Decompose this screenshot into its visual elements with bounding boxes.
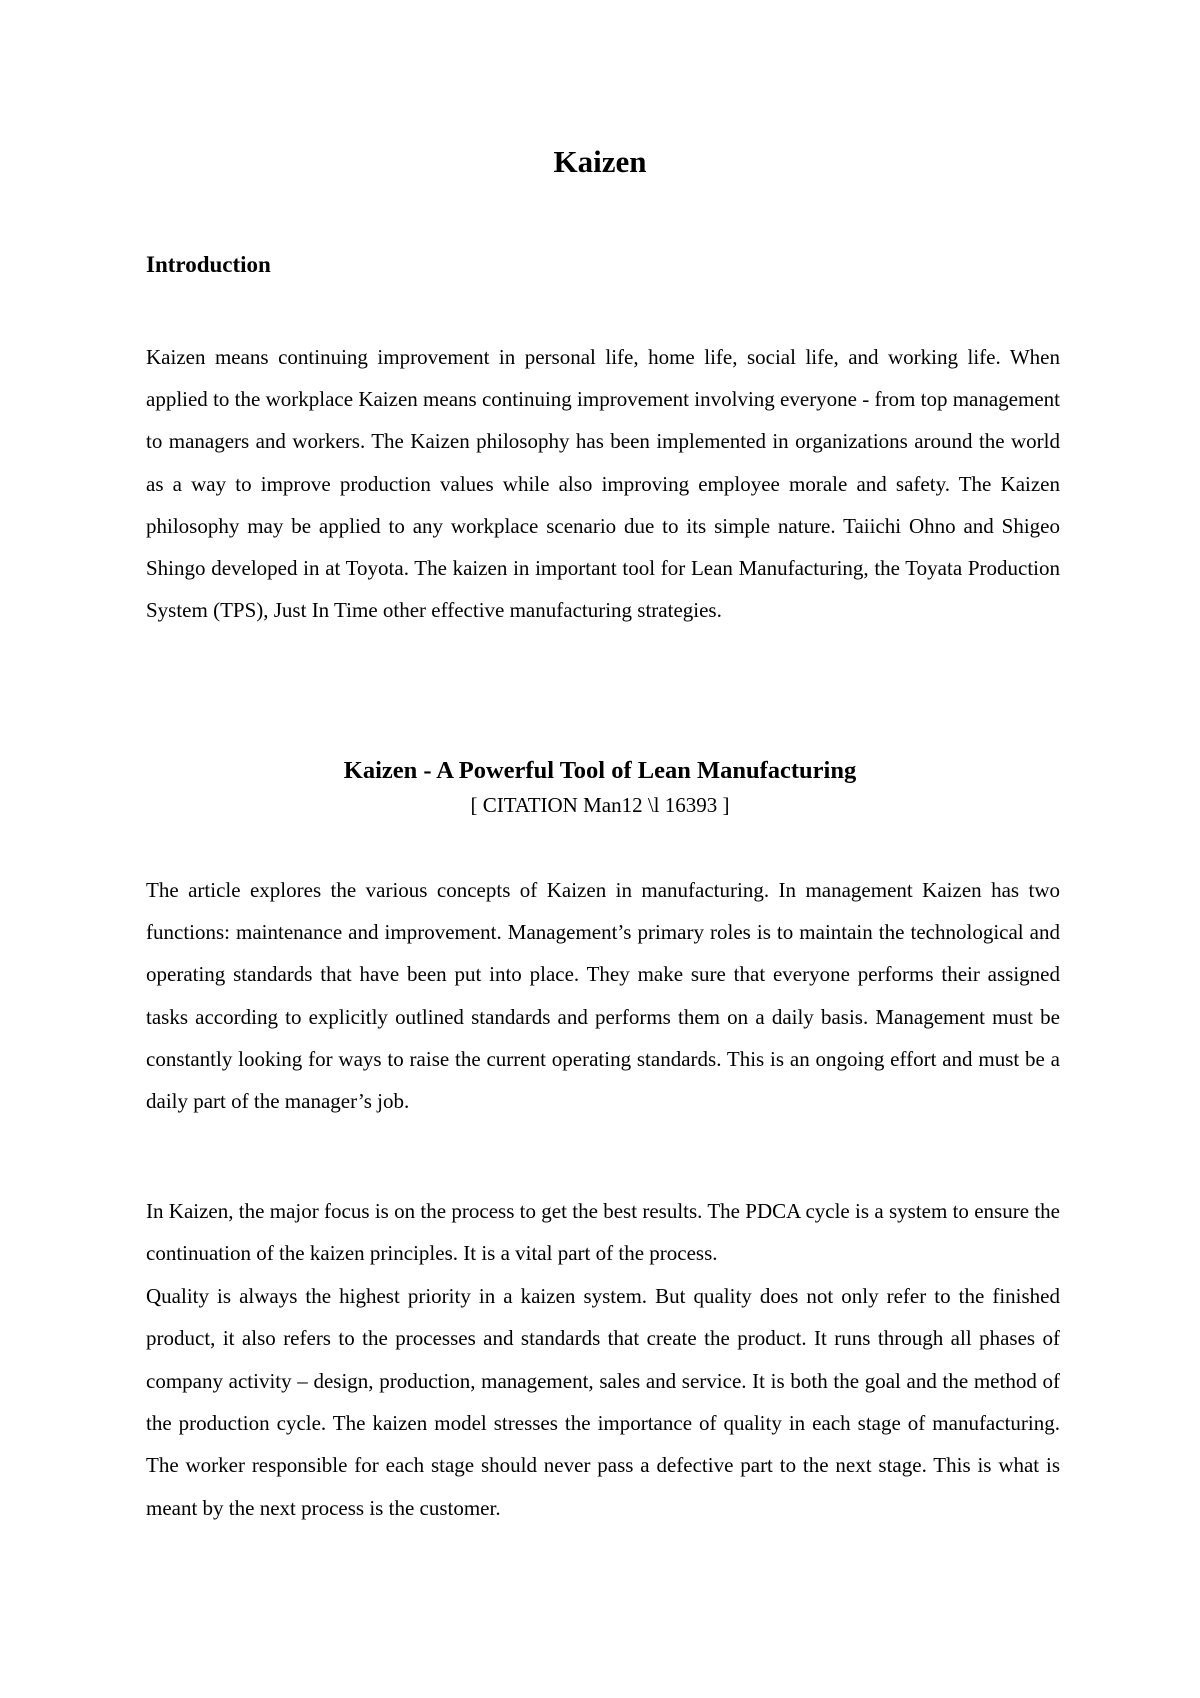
section-title: Kaizen - A Powerful Tool of Lean Manufacturing — [343, 757, 857, 784]
section-paragraph-2a: In Kaizen, the major focus is on the process to get the best results. The PDCA cycle is a system to ensure the continuation of the kaizen principles. It is a vital part of the process. — [146, 1199, 1060, 1266]
introduction-heading: Introduction — [146, 252, 271, 277]
section-paragraph-1: The article explores the various concepts of Kaizen in manufacturing. In management Kaizen has two functions: maintenance and improvement. Management’s primary roles is to maintain the technological and operating standards that have been put into place. They make sure that everyone performs their assigned tasks according to explicitly outlined standards and performs them on a daily basis. Management must be constantly looking for ways to raise the current operating standards. This is an ongoing effort and must be a daily part of the manager’s job. — [146, 878, 1060, 1114]
citation-field: [ CITATION Man12 \l 16393 ] — [470, 793, 730, 817]
section-paragraph-2b: Quality is always the highest priority in a kaizen system. But quality does not only refer to the finished product, it also refers to the processes and standards that create the product. It runs through all phases of company activity – design, production, management, sales and service. It is both the goal and the method of the production cycle. The kaizen model stresses the importance of quality in each stage of manufacturing. The worker responsible for each stage should never pass a defective part to the next stage. This is what is meant by the next process is the customer. — [146, 1283, 1060, 1520]
section-paragraph-2 — [146, 1190, 1060, 1529]
document-title: Kaizen — [553, 144, 647, 179]
introduction-paragraph: Kaizen means continuing improvement in personal life, home life, social life, and working life. When applied to the workplace Kaizen means continuing improvement involving everyone - from top management to managers and workers. The Kaizen philosophy has been implemented in organizations around the world as a way to improve production values while also improving employee morale and safety. The Kaizen philosophy may be applied to any workplace scenario due to its simple nature. Taiichi Ohno and Shigeo Shingo developed in at Toyota. The kaizen in important tool for Lean Manufacturing, the Toyata Production System (TPS), Just In Time other effective manufacturing strategies. — [146, 345, 1060, 623]
